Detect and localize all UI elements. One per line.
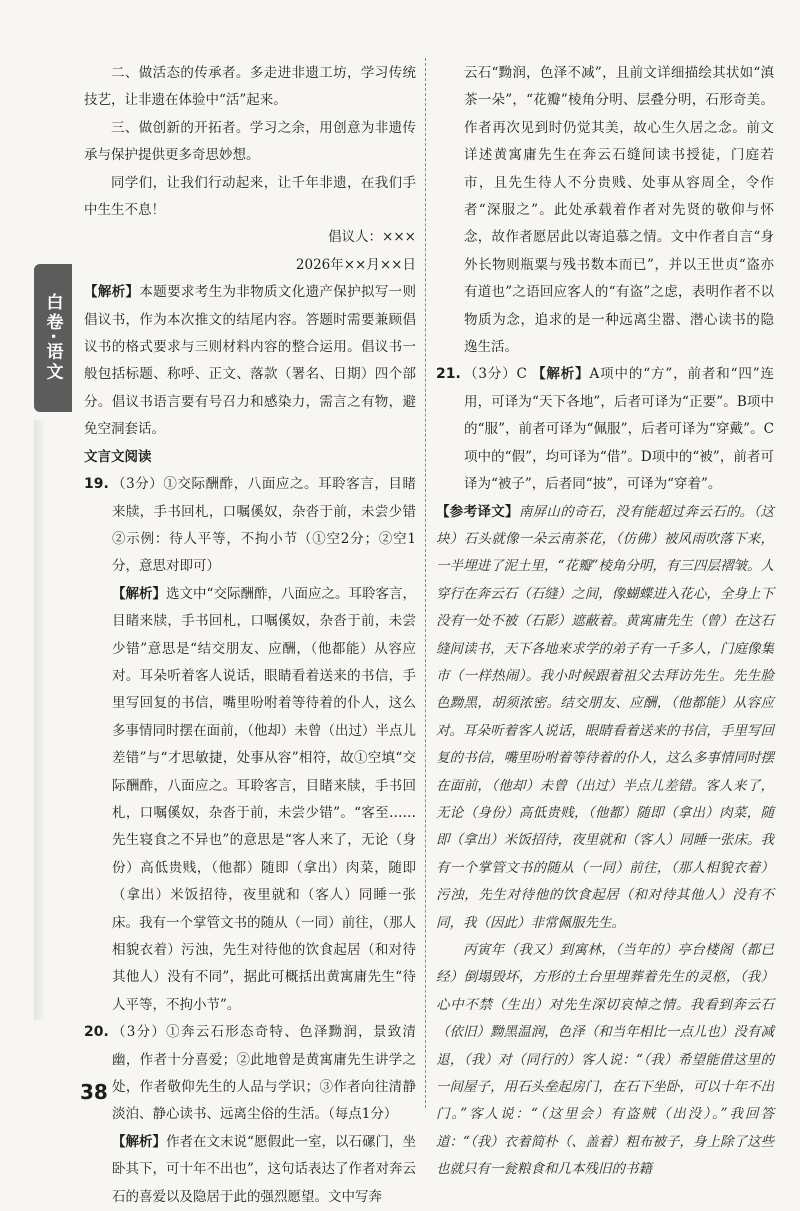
analysis-tag: 【解析】 [84,284,140,301]
analysis-block [112,1129,416,1211]
proposal-closing: 同学们，让我们行动起来，让千年非遗，在我们手中生生不息！ [84,174,416,219]
question-number: 19. [84,476,109,493]
analysis-text: 作者在文末说“愿假此一室，以石磥门，坐卧其下，可十年不出也”，这句话表达了作者对奔云石的喜爱以及隐居于此的强烈愿望。文中写奔 [112,1133,417,1205]
analysis-text: 选文中“交际酬酢，八面应之。耳聆客言，目睹来牍，手书回札，口嘱傒奴，杂沓于前，未尝少错”意思是“结交朋友、应酬，（他都能）从容应对。耳朵听着客人说话，眼睛看着送来的书信，手里写回复的书信，嘴里吩咐着等待着的仆人，这么多事情同时摆在面前，（他却）未曾（出过）半点儿差错”与“才思敏捷，处事从容”相符，故①空填“交际酬酢，八面应之。耳聆客言，目睹来牍，手书回札，口嘱傒奴，杂沓于前，未尝少错”。“客至……先生寝食之不异也”的意思是“客人来了，无论（身份）高低贵贱，（他都）随即（拿出）肉菜，随即（拿出）米饭招待，夜里就和（客人）同睡一张床。我有一个掌管文书的随从（一同）前往，（那人相貌衣着）污浊，先生对待他的饮食起居（和对待其他人）没有不同”，据此可概括出黄寓庸先生“待人平等，不拘小节”。 [112,585,417,1013]
answer-text: （3分）C [464,366,527,383]
proposal-paragraph-3: 三、做创新的开拓者。学习之余，用创意为非遗传承与保护提供更多奇思妙想。 [84,119,416,164]
analysis-block [84,279,416,443]
question-number: 21. [436,366,461,383]
analysis-text: 本题要求考生为非物质文化遗产保护拟写一则倡议书，作为本次推文的结尾内容。答题时需要兼顾倡议书的格式要求与三则材料内容的整合运用。倡议书一般包括标题、称呼、正文、落款（署名、日期）四个部分。倡议书语言要有号召力和感染力，需言之有物，避免空洞套话。 [84,284,417,438]
analysis-continued: 云石“黝润，色泽不减”，且前文详细描绘其状如“滇茶一朵”，“花瓣”棱角分明、层叠分明，石形奇美。作者再次见到时仍觉其美，故心生久居之念。前文详述黄寓庸先生在奔云石缝间读书授徒，门庭若市，且先生待人不分贵贱、处事从容周全，令作者“深服之”。此处承载着作者对先贤的敬仰与怀念，故作者愿居此以寄追慕之情。文中作者自言“身外长物则瓶粟与残书数本而已”，并以王世贞“盗亦有道也”之语回应客人的“有盗”之虑，表明作者不以物质为念，追求的是一种远离尘嚣、潜心读书的隐逸生活。 [464,65,774,356]
answer-text: （3分）①奔云石形态奇特、色泽黝润，景致清幽，作者十分喜爱；②此地曾是黄寓庸先生讲学之处，作者敬仰先生的人品与学识；③作者向往清静淡泊、静心读书、远离尘俗的生活。（每点1分） [112,1024,416,1123]
proposal-date: 2026年××月××日 [295,256,416,273]
translation-text: 南屏山的奇石，没有能超过奔云石的。（这块）石头就像一朵云南茶花，（仿佛）被风雨吹落下来，一半埋进了泥土里，“花瓣”棱角分明，有三四层褶皱。人穿行在奔云石（石缝）之间，像蝴蝶进入花心，全身上下没有一处不被（石影）遮蔽着。黄寓庸先生（曾）在这石缝间读书，天下各地来求学的弟子有一千多人，门庭像集市（一样热闹）。我小时候跟着祖父去拜访先生。先生脸色黝黑，胡须浓密。结交朋友、应酬，（他都能）从容应对。耳朵听着客人说话，眼睛看着送来的书信，手里写回复的书信，嘴里吩咐着等待着的仆人，这么多事情同时摆在面前，（他却）未曾（出过）半点儿差错。客人来了，无论（身份）高低贵贱，（他都）随即（拿出）肉菜，随即（拿出）米饭招待，夜里就和（客人）同睡一张床。我有一个掌管文书的随从（一同）前往，（那人相貌衣着）污浊，先生对待他的饮食起居（和对待其他人）没有不同，我（因此）非常佩服先生。 [436,503,774,931]
question-20 [84,1019,416,1211]
analysis-tag: 【解析】 [112,585,167,602]
analysis-tag: 【解析】 [112,1133,167,1150]
subject-side-tab [34,264,72,412]
question-21 [436,361,774,498]
analysis-tag: 【解析】 [532,366,590,383]
answer-text: （3分）①交际酬酢，八面应之。耳聆客言，目睹来牍，手书回札，口嘱傒奴，杂沓于前，未尝少错 ②示例：待人平等，不拘小节（①空2分；②空1分，意思对即可） [112,476,430,575]
column-divider [425,58,426,1108]
translation-block [436,499,774,938]
analysis-text: A项中的“方”，前者和“四”连用，可译为“天下各地”，后者可译为“正要”。B项中的“服”，前者可译为“佩服”，后者可译为“穿戴”。C项中的“假”，均可译为“借”。D项中的“被”，前者可译为“被子”，后者同“披”，可译为“穿着”。 [464,366,775,493]
proposal-signature: 倡议人：××× [328,229,416,246]
translation-tag: 【参考译文】 [436,503,519,520]
side-tab-label: 白卷·语文 [42,293,63,383]
translation-paragraph-2: 丙寅年（我又）到寓林，（当年的）亭台楼阁（都已经）倒塌毁坏，方形的土台里埋葬着先生的灵柩，（我）心中不禁（生出）对先生深切哀悼之情。我看到奔云石（依旧）黝黑温润，色泽（和当年相比一点儿也）没有减退，（我）对（同行的）客人说：“（我）希望能借这里的一间屋子，用石头垒起房门，在石下坐卧，可以十年不出门。”客人说：“（这里会）有盗贼（出没）。”我回答道：“（我）衣着简朴（、盖着）粗布被子，身上除了这些也就只有一瓮粮食和几本残旧的书籍 [436,942,774,1178]
question-number: 20. [84,1024,109,1041]
analysis-block [112,581,416,1020]
analysis-block [464,361,774,498]
proposal-paragraph-2: 二、做活态的传承者。多走进非遗工坊，学习传统技艺，让非遗在体验中“活”起来。 [84,65,416,109]
left-column [84,60,430,1211]
page-number: 38 [80,1080,108,1104]
question-19 [84,471,430,1019]
right-column [436,60,774,1184]
binding-shadow [34,420,44,1020]
section-heading: 文言文阅读 [84,448,152,465]
